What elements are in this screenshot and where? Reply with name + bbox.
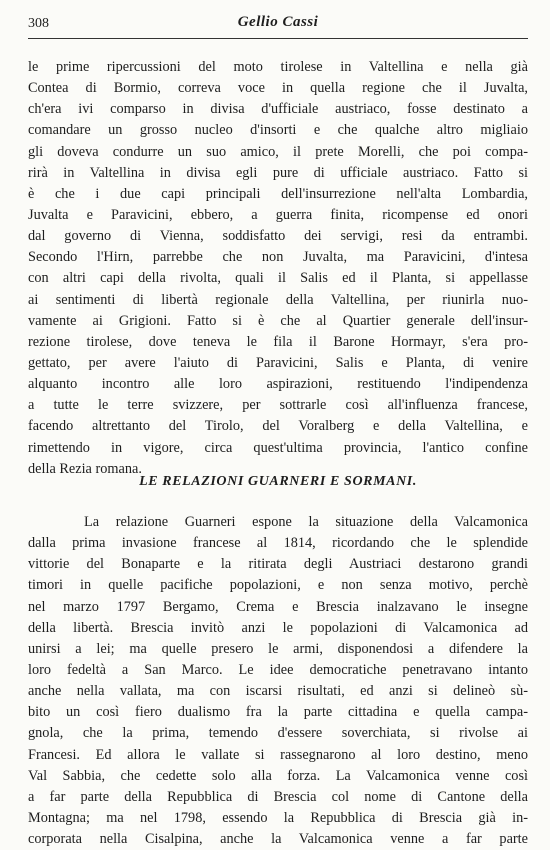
text-line: ch'era ivi comparso in divisa d'ufficiale austriaco, fosse destinato a [28, 101, 528, 118]
text-line: bito un così fiero dualismo fra la parte cittadina e quella campa- [28, 704, 528, 721]
paragraph-2 [28, 512, 528, 850]
text-line: corporata nella Cisalpina, anche la Valcamonica venne a far parte [28, 831, 528, 848]
text-line: nel marzo 1797 Bergamo, Crema e Brescia inalzavano le insegne [28, 598, 528, 615]
text-line: facendo altrettanto del Tirolo, del Voralberg e della Valtellina, e [28, 418, 528, 435]
text-line: anche nella vallata, ma con iscarsi risultati, ed anzi si delineò sù- [28, 683, 528, 700]
text-line: Val Sabbia, che cedette solo alla forza. La Valcamonica venne così [28, 767, 528, 784]
text-line: le prime ripercussioni del moto tirolese in Valtellina e nella già [28, 59, 528, 75]
text-line: gnola, che la prima, temendo d'essere soverchiata, si rivolse ai [28, 725, 528, 742]
paragraph-1 [28, 57, 528, 480]
text-line: a tutte le terre svizzere, per sottrarle così all'influenza francese, [28, 397, 528, 414]
text-line: Secondo l'Hirn, parrebbe che non Juvalta, ma Paravicini, d'intesa [28, 249, 528, 266]
text-line: a far parte della Repubblica di Brescia col nome di Cantone della [28, 788, 528, 805]
section-title: LE RELAZIONI GUARNERI E SORMANI. [139, 474, 417, 489]
text-line: alquanto incontro alle loro aspirazioni, restituendo l'indipendenza [28, 376, 528, 393]
text-line: con altri capi della rivolta, quali il Salis ed il Planta, si appellasse [28, 270, 528, 287]
text-line: è che i due capi principali dell'insurrezione nell'alta Lombardia, [28, 185, 528, 202]
text-line: rezione tirolese, dove teneva le fila il Barone Hormayr, s'era pro- [28, 333, 528, 350]
text-line: Contea di Bormio, correva voce in quella regione che il Juvalta, [28, 80, 528, 97]
page-header [28, 14, 528, 38]
text-line: gettato, per avere l'aiuto di Paravicini, Salis e Planta, di venire [28, 354, 528, 371]
text-line: della libertà. Brescia invitò anzi le popolazioni di Valcamonica ad [28, 619, 528, 636]
text-line: ai sentimenti di libertà regionale della Valtellina, per riunirla nuo- [28, 291, 528, 308]
text-line: timori in quelle pacifiche popolazioni, e non senza motivo, perchè [28, 577, 528, 594]
text-line: gli doveva condurre un suo amico, il prete Morelli, che poi compa- [28, 143, 528, 160]
text-line: Juvalta e Paravicini, ebbero, a guerra finita, ricompense ed onori [28, 206, 528, 223]
text-line: vamente ai Grigioni. Fatto si è che al Quartier generale dell'insur- [28, 312, 528, 329]
text-line: dalla prima invasione francese al 1814, ricordando che le splendide [28, 535, 528, 552]
running-head: Gellio Cassi [237, 14, 319, 30]
text-line: Montagna; ma nel 1798, essendo la Repubblica di Brescia già in- [28, 809, 528, 826]
header-rule [28, 38, 528, 39]
text-line: unirsi a lei; ma quelle presero le armi, disponendosi a difendere la [28, 640, 528, 657]
page-number: 308 [28, 16, 49, 31]
text-line: dal governo di Vienna, soddisfatto dei servigi, resi da entrambi. [28, 228, 528, 245]
text-line: rimettendo in vigore, circa quest'ultima provincia, l'antico confine [28, 439, 528, 456]
text-line: comandare un grosso nucleo d'insorti e che qualche altro migliaio [28, 122, 528, 139]
text-line: vittorie del Bonaparte e la ritirata degli Austriaci destarono grandi [28, 556, 528, 573]
text-line: della Rezia romana. [28, 460, 142, 477]
text-line: Francesi. Ed allora le vallate si rassegnarono al loro destino, meno [28, 746, 528, 763]
text-line: loro fedeltà a San Marco. Le idee democratiche penetravano intanto [28, 661, 528, 678]
text-line: La relazione Guarneri espone la situazione della Valcamonica [84, 514, 528, 530]
text-line: rirà in Valtellina in divisa egli pure di ufficiale austriaco. Fatto si [28, 164, 528, 181]
